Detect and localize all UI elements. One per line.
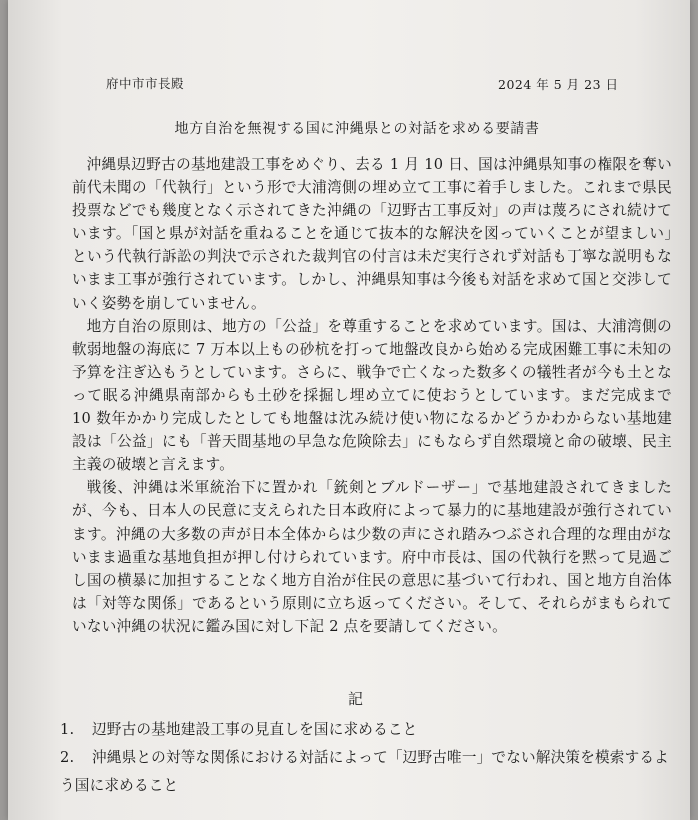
letter-date: 2024 年 5 月 23 日 — [498, 77, 619, 92]
list-item-text: 沖縄県との対等な関係における対話によって「辺野古唯一」でない解決策を模索するよう国に求めること — [60, 749, 669, 794]
paragraph: 地方自治の原則は、地方の「公益」を尊重することを求めています。国は、大浦湾側の軟弱地盤の海底に 7 万本以上もの砂杭を打って地盤改良から始める完成困難工事に未知の予算を注ぎ込もうとしています。さらに、戦争で亡くなった数多くの犠牲者が今も土となって眠る沖縄県南部からも土砂を採掘し埋め立てに使おうとしています。まだ完成まで 10 数年かかり完成したとしても地盤は沈み続け使い物になるかどうかわからない基地建設は「公益」にも「普天間基地の早急な危険除去」にもならず自然環境と命の破壊、民主主義の破壊と言えます。 — [72, 317, 672, 474]
request-list — [60, 716, 672, 800]
list-item — [60, 716, 672, 744]
paragraph: 戦後、沖縄は米軍統治下に置かれ「銃剣とブルドーザー」で基地建設されてきましたが、今も、日本人の民意に支えられた日本政府によって暴力的に基地建設が強行されています。沖縄の大多数の声が日本全体からは少数の声にされ踏みつぶされ合理的な理由がないまま過重な基地負担が押し付けられています。府中市長は、国の代執行を黙って見過ごし国の横暴に加担することなく地方自治が住民の意思に基づいて行われ、国と地方自治体は「対等な関係」であるという原則に立ち返ってください。そして、それらがまもられていない沖縄の状況に鑑み国に対し下記 2 点を要請してください。 — [72, 479, 672, 635]
letter-body — [72, 153, 672, 638]
ki-heading: 記 — [348, 690, 364, 708]
document-page — [8, 0, 690, 820]
list-item — [60, 744, 672, 800]
document-title: 地方自治を無視する国に沖縄県との対話を求める要請書 — [174, 121, 540, 137]
list-item-number: 1. — [60, 721, 75, 738]
addressee: 府中市市長殿 — [106, 76, 185, 91]
list-item-number: 2. — [60, 749, 75, 766]
list-item-text: 辺野古の基地建設工事の見直しを国に求めること — [92, 721, 418, 738]
paragraph: 沖縄県辺野古の基地建設工事をめぐり、去る 1 月 10 日、国は沖縄県知事の権限を奪い前代未聞の「代執行」という形で大浦湾側の埋め立て工事に着手しました。これまで県民投票などでも幾度となく示されてきた沖縄の「辺野古工事反対」の声は蔑ろにされ続けています。「国と県が対話を重ねることを通じて抜本的な解決を図っていくことが望ましい」という代執行訴訟の判決で示された裁判官の付言は未だ実行されず対話も丁寧な説明もないまま工事が強行されています。しかし、沖縄県知事は今後も対話を求めて国と交渉していく姿勢を崩していません。 — [72, 156, 672, 312]
